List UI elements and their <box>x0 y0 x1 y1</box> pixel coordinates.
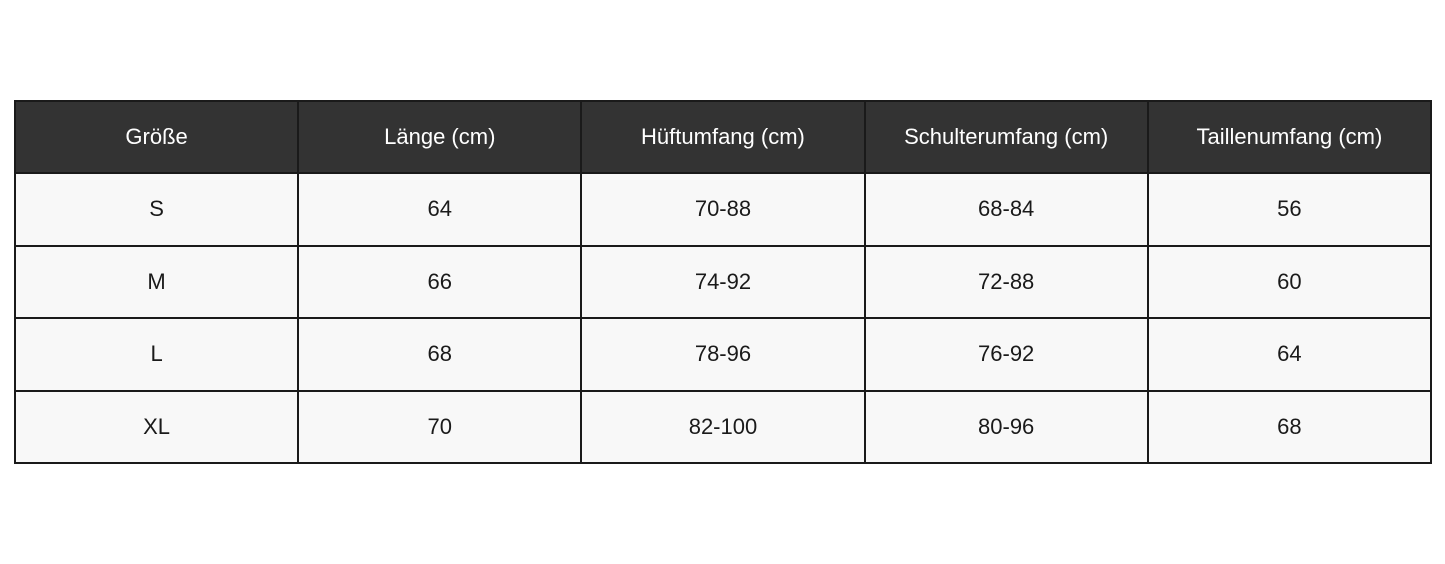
cell-shoulder: 80-96 <box>865 391 1148 464</box>
cell-size: L <box>15 318 298 391</box>
header-length: Länge (cm) <box>298 101 581 173</box>
cell-waist: 68 <box>1148 391 1431 464</box>
cell-size: M <box>15 246 298 319</box>
cell-hip: 82-100 <box>581 391 864 464</box>
header-size: Größe <box>15 101 298 173</box>
cell-length: 66 <box>298 246 581 319</box>
cell-length: 68 <box>298 318 581 391</box>
cell-length: 64 <box>298 173 581 246</box>
cell-shoulder: 72-88 <box>865 246 1148 319</box>
cell-waist: 60 <box>1148 246 1431 319</box>
cell-shoulder: 68-84 <box>865 173 1148 246</box>
cell-waist: 56 <box>1148 173 1431 246</box>
header-shoulder: Schulterumfang (cm) <box>865 101 1148 173</box>
cell-size: XL <box>15 391 298 464</box>
size-chart-table <box>14 100 1432 464</box>
cell-hip: 78-96 <box>581 318 864 391</box>
cell-waist: 64 <box>1148 318 1431 391</box>
table-row <box>15 246 1431 319</box>
cell-hip: 74-92 <box>581 246 864 319</box>
header-waist: Taillenumfang (cm) <box>1148 101 1431 173</box>
header-hip: Hüftumfang (cm) <box>581 101 864 173</box>
table-header-row <box>15 101 1431 173</box>
table-row <box>15 173 1431 246</box>
cell-length: 70 <box>298 391 581 464</box>
cell-hip: 70-88 <box>581 173 864 246</box>
cell-size: S <box>15 173 298 246</box>
table-row <box>15 318 1431 391</box>
table-row <box>15 391 1431 464</box>
cell-shoulder: 76-92 <box>865 318 1148 391</box>
